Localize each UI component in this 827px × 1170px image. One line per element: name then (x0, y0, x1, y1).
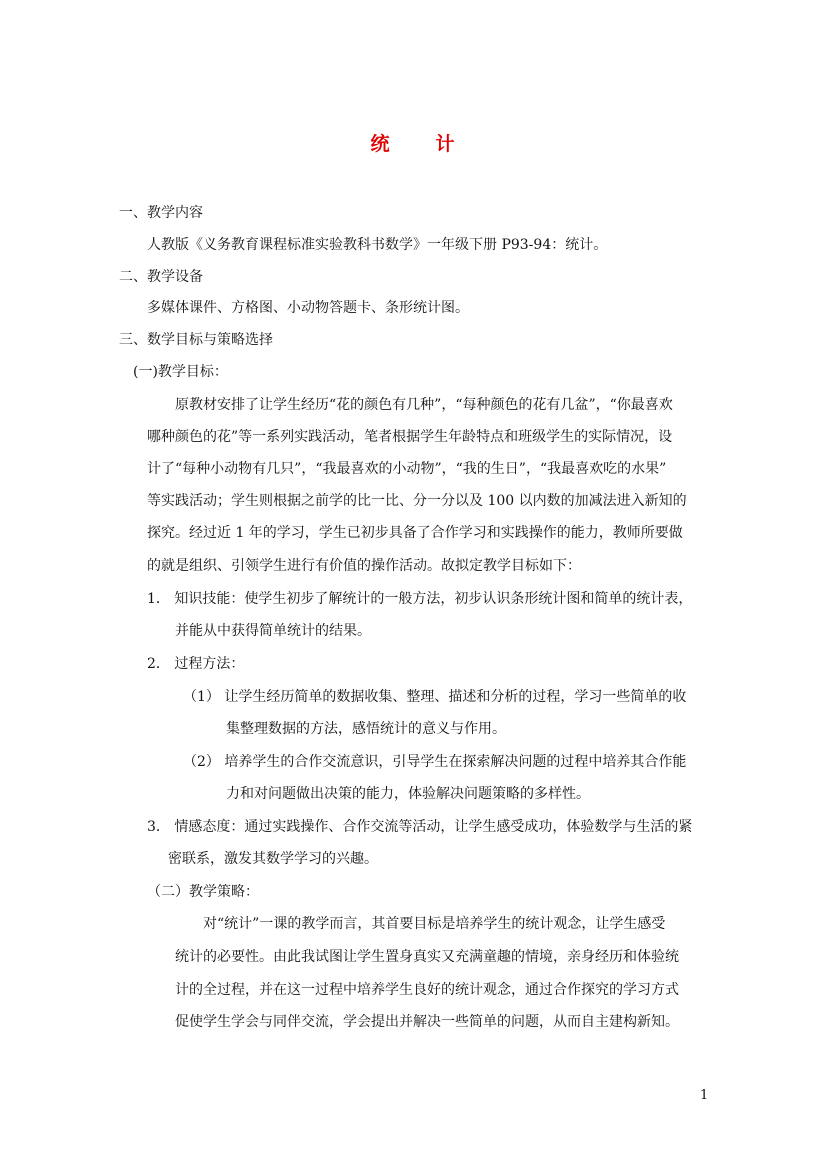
paragraph-line: 原教材安排了让学生经历“花的颜色有几种”，“每种颜色的花有几盆”，“你最喜欢 (175, 397, 673, 413)
list-item-1: 1． 知识技能：使学生初步了解统计的一般方法，初步认识条形统计图和简单的统计表， (147, 591, 693, 607)
list-item-continuation: 密联系，激发其数学学习的兴趣。 (168, 851, 378, 867)
page-number: 1 (700, 1088, 709, 1103)
sub-item-1: （1） 让学生经历简单的数据收集、整理、描述和分析的过程，学习一些简单的收 (183, 689, 687, 705)
paragraph-line: 等实践活动；学生则根据之前学的比一比、分一分以及 100 以内数的加减法进入新知的 (147, 493, 687, 509)
paragraph-line: 多媒体课件、方格图、小动物答题卡、条形统计图。 (147, 300, 469, 316)
title-char-1: 统 (370, 133, 392, 155)
sub-item-2: （2） 培养学生的合作交流意识，引导学生在探索解决问题的过程中培养其合作能 (183, 754, 687, 770)
paragraph-line: 计的全过程，并在这一过程中培养学生良好的统计观念，通过合作探究的学习方式 (175, 982, 679, 998)
sub-item-continuation: 集整理数据的方法，感悟统计的意义与作用。 (226, 721, 506, 737)
paragraph-line: 统计的必要性。由此我试图让学生置身真实又充满童趣的情境，亲身经历和体验统 (175, 949, 679, 965)
paragraph-line: 探究。经过近 1 年的学习，学生已初步具备了合作学习和实践操作的能力，教师所要做 (147, 525, 683, 541)
sub-item-continuation: 力和对问题做出决策的能力，体验解决问题策略的多样性。 (226, 786, 590, 802)
list-item-continuation: 并能从中获得简单统计的结果。 (175, 623, 371, 639)
paragraph-line: 人教版《义务教育课程标准实验教科书数学》一年级下册 P93-94：统计。 (147, 237, 608, 253)
section-heading-2: 二、教学设备 (119, 269, 203, 285)
section-heading-1: 一、教学内容 (119, 205, 203, 221)
title-char-2: 计 (435, 133, 457, 155)
document-title (0, 129, 827, 156)
paragraph-line: 哪种颜色的花”等一系列实践活动，笔者根据学生年龄特点和班级学生的实际情况，设 (147, 429, 673, 445)
section-heading-3: 三、数学目标与策略选择 (119, 332, 273, 348)
paragraph-line: 的就是组织、引领学生进行有价值的操作活动。故拟定教学目标如下： (147, 558, 581, 574)
list-item-3: 3． 情感态度：通过实践操作、合作交流等活动，让学生感受成功，体验数学与生活的紧 (147, 819, 693, 835)
paragraph-line: 对“统计”一课的教学而言，其首要目标是培养学生的统计观念，让学生感受 (203, 916, 666, 932)
list-item-2: 2． 过程方法： (147, 656, 245, 672)
paragraph-line: 促使学生学会与同伴交流，学会提出并解决一些简单的问题，从而自主建构新知。 (175, 1014, 679, 1030)
subsection-heading-2: （二）教学策略： (147, 884, 259, 900)
paragraph-line: 计了“每种小动物有几只”，“我最喜欢的小动物”，“我的生日”，“我最喜欢吃的水果” (147, 461, 667, 477)
subsection-heading-1: (一)教学目标： (133, 364, 228, 380)
